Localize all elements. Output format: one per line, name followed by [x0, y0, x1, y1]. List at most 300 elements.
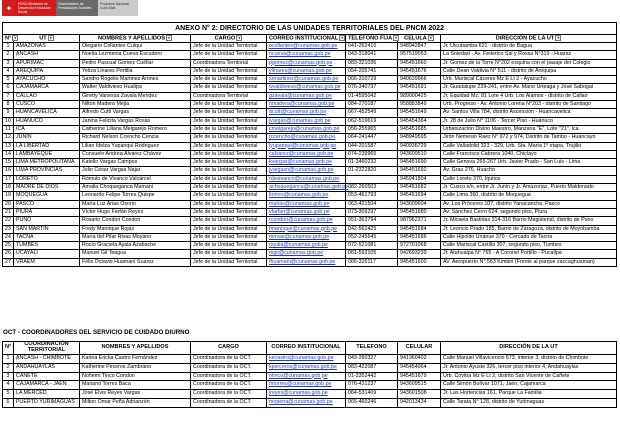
table-cell: 25 — [3, 242, 14, 250]
table-cell: 01-4595042 — [346, 92, 398, 100]
table-cell: Jefe de la Unidad Territorial — [191, 142, 267, 150]
table-row — [3, 92, 617, 100]
table-cell: 945941804 — [398, 175, 441, 183]
table-cell: Sandro Rogelio Martinez Arones — [80, 76, 191, 84]
logo-ministry-text: PERÚ Ministerio de Desarrollo e Inclusión Social — [16, 0, 56, 16]
column-header-telefono — [346, 342, 398, 355]
email-link[interactable]: jvargas@cunamas.gob.pe — [267, 117, 346, 125]
table-cell: Calle Loreto 370, Iquitos — [441, 175, 617, 183]
table-cell: Jefe de la Unidad Territorial — [191, 184, 267, 192]
table-cell: Calle Hipólito Unanue 370 - Cercado de Tacna — [441, 233, 617, 241]
table-cell: Calle Mariscal Castilla 307, segundo piso, Tumbes — [441, 242, 617, 250]
table-cell: UCAYALI — [14, 250, 80, 258]
table-cell: 958883849 — [398, 101, 441, 109]
table-cell: 01-3352442 — [346, 372, 398, 381]
table-cell: 945451649 — [398, 109, 441, 117]
table-cell: Jr. Gomez de la Torre N°202 esquina con el pasaje del Colegio — [441, 59, 617, 67]
email-link[interactable]: mrivas@cunamas.gob.pe — [267, 233, 346, 241]
table-cell: 15 — [3, 159, 14, 167]
table-cell: Jr. Leoncio Prado 185, Barrio de Zaragoza, distrito de Moyobamba — [441, 225, 617, 233]
table-cell: Jr. 28 de Julio N° 1106 - Tercer Piso - Huánuco — [441, 117, 617, 125]
table-cell: 943601508 — [398, 390, 441, 399]
table-cell: PUERTO YURIMAGUAS — [14, 398, 80, 407]
table-cell: 064-241447 — [346, 134, 398, 142]
table-cell: ANCASH — [14, 51, 80, 59]
table-cell: 943609604 — [398, 200, 441, 208]
table-cell: LA LIBERTAD — [14, 142, 80, 150]
email-link[interactable]: acutti@cunamas.gob.pe — [267, 109, 346, 117]
column-header-ut[interactable] — [14, 35, 80, 43]
table-cell: 074-239965 — [346, 150, 398, 158]
table-cell: 942013434 — [398, 398, 441, 407]
table-cell: 052-245645 — [346, 233, 398, 241]
table-row — [3, 398, 617, 407]
table-cell: 064-531409 — [346, 390, 398, 399]
table-cell: 972701068 — [398, 242, 441, 250]
table-cell: Jefe de la Unidad Territorial — [191, 43, 267, 51]
email-link[interactable]: jvargasn@cunamas.gob.pe — [267, 167, 346, 175]
table-cell: 945451660 — [398, 59, 441, 67]
table-cell: Yeliza Linares Portilla — [80, 67, 191, 75]
table-cell: Karina Ericka Castro Fernández — [80, 355, 191, 364]
table-cell: 051-363794 — [346, 217, 398, 225]
column-header-cargo[interactable] — [191, 35, 267, 43]
table-cell: Mariano Torres Baca — [80, 381, 191, 390]
table-cell: 044-201587 — [346, 142, 398, 150]
table-cell: Coordinadora Territorial — [191, 59, 267, 67]
table-cell: LIMA PROVINCIAS — [14, 167, 80, 175]
filter-dropdown-icon[interactable]: ▾ — [236, 35, 242, 41]
table-cell: Coordinadora de la OCT. — [191, 372, 267, 381]
table-cell: Av. Santos Villa 784, distrito Ascensión - Huancavelica — [441, 109, 617, 117]
filter-dropdown-icon[interactable]: ▾ — [393, 35, 399, 41]
table-cell: Noelia Lezmenia Cueva Escudero — [80, 51, 191, 59]
column-header-label: CORREO INSTITUCIONAL — [271, 344, 341, 351]
table-cell: 24 — [3, 233, 14, 241]
table-cell: Jefe de la Unidad Territorial — [191, 233, 267, 241]
table-cell: Lilian Idelza Yupanqui Rodriguez — [80, 142, 191, 150]
table-cell: 076-431237 — [346, 381, 398, 390]
email-link[interactable]: nmadera@cunamas.gob.pe — [267, 101, 346, 109]
column-header-label: NOMBRES Y APELLIDOS — [101, 344, 169, 351]
column-header-direccion-de-la-ut[interactable] — [441, 35, 617, 43]
table-cell: 082-260503 — [346, 184, 398, 192]
table-cell: 14 — [3, 150, 14, 158]
filter-dropdown-icon[interactable]: ▾ — [428, 35, 434, 41]
table-cell: 957519053 — [398, 51, 441, 59]
table-cell: Jr. Micaela Bastidas 314-316 Barrio Magisterial, distrito de Puno — [441, 217, 617, 225]
table-cell: 2 — [3, 51, 14, 59]
table-cell: Jefe de la Unidad Territorial — [191, 134, 267, 142]
column-header-nombres-y-apellidos — [80, 342, 191, 355]
table-cell: 10 — [3, 117, 14, 125]
table-cell: AV. Aeropuerto N° 563 Kimbiri (Frente al parque zaccaghuaman) — [441, 258, 617, 266]
table-cell: Jefe de la Unidad Territorial — [191, 159, 267, 167]
table-cell: 4 — [3, 67, 14, 75]
table-cell: Walter Valdivieso Hualipa — [80, 84, 191, 92]
table-row — [3, 208, 617, 216]
table-cell: Richard Nelson Ccencho Cencia — [80, 134, 191, 142]
table-cell: Fredy Manrique Rojas — [80, 225, 191, 233]
table-cell: SAN MARTIN — [14, 225, 80, 233]
table-cell: Urb. Mariscal Cáceres Mz E Lt 2 - Ayacucho — [441, 76, 617, 84]
email-link[interactable]: rayala@cunamas.gob.pe — [267, 242, 346, 250]
table-row — [3, 159, 617, 167]
table-cell: 945451679 — [398, 372, 441, 381]
table-cell: PASCO — [14, 200, 80, 208]
table-row — [3, 390, 617, 399]
table-cell: 1 — [3, 43, 14, 51]
table-cell: Jefe de la Unidad Territorial — [191, 192, 267, 200]
table-cell: Urbanización Divino Maestro, Manzana "E", Lote "21", Ica — [441, 125, 617, 133]
email-link[interactable]: ylinares@cunamas.gob.pe — [267, 67, 346, 75]
table-cell: 948942847 — [398, 43, 441, 51]
table-cell: 6 — [3, 398, 14, 407]
table-cell: 083-422087 — [346, 363, 398, 372]
table-cell: 5 — [3, 76, 14, 84]
filter-dropdown-icon[interactable]: ▾ — [166, 35, 172, 41]
table-cell: Jefe de la Unidad Territorial — [191, 84, 267, 92]
table-cell: Katello Vargas Campos — [80, 159, 191, 167]
table-cell: AYACUCHO — [14, 76, 80, 84]
table-cell: Jr. Las Hortencias 161, Parque La Familia — [441, 390, 617, 399]
table-cell: 053-461793 — [346, 192, 398, 200]
email-link[interactable]: fmanrique@cunamas.gob.pe — [267, 225, 346, 233]
table-row — [3, 175, 617, 183]
column-header-label: UT — [39, 35, 47, 42]
email-link[interactable]: ocollantes@cunamas.gob.pe — [267, 43, 346, 51]
table-cell: 5 — [3, 390, 14, 399]
table-cell: 6 — [3, 84, 14, 92]
table-cell: Calle Francisco Cabrera 1040, Chiclayo — [441, 150, 617, 158]
email-link[interactable]: jreyes@cunamas.gob.pe — [267, 390, 346, 399]
table-cell: Rosario Condori Condori — [80, 217, 191, 225]
table-cell: Av. Sánchez Cerro 624, segundo piso, Piura — [441, 208, 617, 216]
table-cell: La Soledad - Av. Federico Sal y Rosas N°319 - Huaraz — [441, 51, 617, 59]
email-link[interactable]: wvaldivieso@cunamas.gob.pe — [267, 84, 346, 92]
table-cell: AMAZONAS — [14, 43, 80, 51]
table-row — [3, 355, 617, 364]
table-cell: 9 — [3, 109, 14, 117]
table-cell: 11 — [3, 125, 14, 133]
table-row — [3, 217, 617, 225]
column-header-label: TELEFONO — [356, 344, 387, 351]
table-cell: 948949595 — [398, 134, 441, 142]
table-cell: Av. Grau 276, Huacho — [441, 167, 617, 175]
table-cell: Nilton Madera Mejia — [80, 101, 191, 109]
email-link[interactable]: mopena@cunamas.gob.pe — [267, 398, 346, 407]
table-cell: Jefe de la Unidad Territorial — [191, 76, 267, 84]
table-cell: 12 — [3, 134, 14, 142]
table-cell: PUNO — [14, 217, 80, 225]
table-cell: 2 — [3, 363, 14, 372]
table-cell: LIMA METROPOLITANA — [14, 159, 80, 167]
table-cell: 26 — [3, 250, 14, 258]
column-header-direccion-de-la-ut — [441, 342, 617, 355]
logo-program-text: Programa Nacional Cuna Más — [98, 0, 138, 16]
table-cell: Calle Dean Valdivia N° 511 - distrito de Arequipa — [441, 67, 617, 75]
table-cell: Urb. Progreso - Av. Antonio Lorena N°203 - distrito de Santiago — [441, 101, 617, 109]
table-cell: 945451694 — [398, 192, 441, 200]
column-header-label: TELEFONO FIJA — [348, 35, 393, 42]
table-row — [3, 51, 617, 59]
table-cell: LAMBAYEQUE — [14, 150, 80, 158]
table-cell: 943609510 — [398, 150, 441, 158]
table-cell: Nohemí Tinco Condori — [80, 372, 191, 381]
filter-dropdown-icon[interactable]: ▾ — [555, 35, 561, 41]
table-cell: 943609515 — [398, 381, 441, 390]
table-cell: Calle Genova 265-267 Urb. Javier Prado - San Luis - Lima — [441, 159, 617, 167]
table-cell: Jefe de la Unidad Territorial — [191, 258, 267, 266]
email-link[interactable]: fhuamani@cunamas.gob.pe — [267, 258, 346, 266]
directory-table — [2, 22, 617, 267]
email-link[interactable]: cmelgarejo@cunamas.gob.pe — [267, 125, 346, 133]
table-cell: Víctor Hugo Farfán Reyes — [80, 208, 191, 216]
table-cell: Jr. Utcubamba 621 - distrito de Bagua — [441, 43, 617, 51]
filter-dropdown-icon[interactable]: ▾ — [12, 35, 18, 41]
column-header-label: COORDINACIÓN TERRITORIAL — [24, 341, 69, 353]
email-link[interactable]: kperceros@cunamas.gob.pe — [267, 363, 346, 372]
table-cell: 945451600 — [398, 258, 441, 266]
table-cell: Alfredo Cutti Vargas — [80, 109, 191, 117]
oct-coordinators-table — [2, 341, 617, 408]
table-cell: MADRE DE DIOS — [14, 184, 80, 192]
table-cell: Av. Los Próceres 107, distrito Yanacancha, Pasco — [441, 200, 617, 208]
table-cell: 945451682 — [398, 184, 441, 192]
table-cell: 8 — [3, 101, 14, 109]
column-header-celular — [398, 342, 441, 355]
table-cell: Jefe de la Unidad Territorial — [191, 67, 267, 75]
table-cell: 945451684 — [398, 225, 441, 233]
table-cell: 056-255965 — [346, 125, 398, 133]
table-cell: 065-460246 — [346, 398, 398, 407]
email-link[interactable]: mtorres@cunamas.gob.pe — [267, 381, 346, 390]
email-link[interactable]: calvarez@cunamas.gob.pe — [267, 150, 346, 158]
table-cell: 16 — [3, 167, 14, 175]
table-cell: 945454384 — [398, 117, 441, 125]
table-cell: Catherine Liliana Melgarejo Romero — [80, 125, 191, 133]
table-cell: 073-309297 — [346, 208, 398, 216]
table-cell: 3 — [3, 59, 14, 67]
email-link[interactable]: rcondori@cunamas.gob.pe — [267, 217, 346, 225]
table-cell: AREQUIPA — [14, 67, 80, 75]
table-cell: TUMBES — [14, 242, 80, 250]
table-cell: Jefe de la Unidad Territorial — [191, 150, 267, 158]
table-cell: Leonardo Felipe Torres Quispe — [80, 192, 191, 200]
table-cell: 083-321036 — [346, 59, 398, 67]
table-row — [3, 167, 617, 175]
column-header-cargo — [191, 342, 267, 355]
table-cell: ICA — [14, 125, 80, 133]
table-cell: 941960402 — [398, 355, 441, 364]
table-cell: Coordinadora Territorial — [191, 92, 267, 100]
table-cell: ANDAHUAYLAS — [14, 363, 80, 372]
table-cell: Jefe de la Unidad Territorial — [191, 175, 267, 183]
column-header-label: CARGO — [218, 344, 239, 351]
table-cell: APURIMAC — [14, 59, 80, 67]
table-cell: Jr. Equidad Mz. 81 Lote 4 Urb. Los Alamos - distrito de Callao — [441, 92, 617, 100]
column-header-n[interactable] — [3, 35, 17, 43]
table-cell: 072-521081 — [346, 242, 398, 250]
table-cell: CAÑETE — [14, 372, 80, 381]
table-row — [3, 225, 617, 233]
table-cell: 01-3460232 — [346, 159, 398, 167]
peru-shield-icon: ✦ — [2, 0, 16, 16]
table-row — [3, 76, 617, 84]
table-cell: Jefe de la Unidad Territorial — [191, 117, 267, 125]
table-cell: Jefe de la Unidad Territorial — [191, 125, 267, 133]
table-cell: Pedro Pascual Gomez Cuéllar — [80, 59, 191, 67]
email-link[interactable]: lyupanqui@cunamas.gob.pe — [267, 142, 346, 150]
table-cell: PIURA — [14, 208, 80, 216]
table-cell: Coordinadora de la OCT. — [191, 363, 267, 372]
email-link[interactable]: mgil@cunamas.gob.pe — [267, 250, 346, 258]
column-header-telefono-fija[interactable] — [346, 35, 398, 43]
table-cell: José Elvis Reyes Vargas — [80, 390, 191, 399]
table-cell: Coordinadora de la OCT. — [191, 390, 267, 399]
table-cell: 043-318041 — [346, 51, 398, 59]
table-cell: 01-2322820 — [346, 167, 398, 175]
table-cell: 062-519619 — [346, 117, 398, 125]
table-cell: 987962371 — [398, 217, 441, 225]
table-cell: María Luz Arias Osorio — [80, 200, 191, 208]
table-cell: 945451690 — [398, 159, 441, 167]
table-cell: 945451680 — [398, 208, 441, 216]
table-cell: Coordinadora de la OCT. — [191, 398, 267, 407]
table-row — [3, 142, 617, 150]
table-row — [3, 363, 617, 372]
table-cell: LA MERCED — [14, 390, 80, 399]
table-cell: Jefe de la Unidad Territorial — [191, 250, 267, 258]
table-cell: 940639966 — [398, 76, 441, 84]
table-cell: 054-205741 — [346, 67, 398, 75]
column-header-label: N° — [5, 344, 12, 351]
email-link[interactable]: ntinco@cunamas.gob.pe — [267, 372, 346, 381]
table-cell: 063-421504 — [346, 200, 398, 208]
table-cell: 945451685 — [398, 125, 441, 133]
column-header-label: N° — [5, 35, 12, 42]
table-row — [3, 134, 617, 142]
table-cell: Jefe de la Unidad Territorial — [191, 167, 267, 175]
column-header-label: DIRECCIÓN DE LA UT — [495, 35, 555, 42]
table-cell: 13 — [3, 142, 14, 150]
email-link[interactable]: rccencho@cunamas.gob.pe — [267, 134, 346, 142]
table-row — [3, 150, 617, 158]
table-cell: 945451686 — [398, 233, 441, 241]
table-cell: María del Pilar Rivas Moyano — [80, 233, 191, 241]
table-row — [3, 59, 617, 67]
table-row — [3, 117, 617, 125]
table-row — [3, 184, 617, 192]
table-cell: 3 — [3, 372, 14, 381]
table-cell: HUANUCO — [14, 117, 80, 125]
table-cell: Milton Omar Peña Adrianzén — [80, 398, 191, 407]
oct-header-row — [3, 342, 617, 355]
column-header-celula[interactable] — [398, 35, 441, 43]
table-cell: 4 — [3, 381, 14, 390]
table-row — [3, 372, 617, 381]
table-cell: Manuel Gil Teagua — [80, 250, 191, 258]
table-cell: Jefe de la Unidad Territorial — [191, 51, 267, 59]
email-link[interactable]: achoqueganca@cunamas.gob.pe — [267, 184, 346, 192]
column-header-label: NOMBRES Y APELLIDOS — [97, 35, 166, 42]
filter-dropdown-icon[interactable]: ▾ — [339, 35, 345, 41]
table-cell: Jr. Atahualpa N° 765 - A Coronel Portillo - Pucallpa — [441, 250, 617, 258]
email-link[interactable]: rdevivanco@cunamas.gob.pe — [267, 175, 346, 183]
table-cell: Giretty Vanessa Zavala Mendez — [80, 92, 191, 100]
table-cell: Jefe de la Unidad Territorial — [191, 225, 267, 233]
email-link[interactable]: vfarfan@cunamas.gob.pe — [267, 208, 346, 216]
table-row — [3, 67, 617, 75]
table-cell: 7 — [3, 92, 14, 100]
email-link[interactable]: srmartinez@cunamas.gob.pe — [267, 76, 346, 84]
column-header-correo-institucional[interactable] — [267, 35, 346, 43]
table-cell: Julio César Vargas Najar — [80, 167, 191, 175]
table-cell: Calle Tarata N° 128, distrito de Yurimaguas — [441, 398, 617, 407]
table-cell: Consuelo Andrea Álvarez Chávez — [80, 150, 191, 158]
table-cell: Jr. Antonio Ayuste 326, tercer piso interior 4, Andahuaylas — [441, 363, 617, 372]
email-link[interactable]: ncueva@cunamas.gob.pe — [267, 51, 346, 59]
table-cell: Jr. Cusco s/n, entre Jr. Junín y Jr. Amazonas, Puerto Maldonado — [441, 184, 617, 192]
table-cell: 945451676 — [398, 67, 441, 75]
column-header-n — [3, 342, 14, 355]
filter-dropdown-icon[interactable]: ▾ — [48, 35, 54, 41]
column-header-nombres-y-apellidos[interactable] — [80, 35, 191, 43]
table-cell: 945454964 — [398, 363, 441, 372]
email-link[interactable]: pgomez@cunamas.gob.pe — [267, 59, 346, 67]
table-row — [3, 242, 617, 250]
table-cell: 076-340737 — [346, 84, 398, 92]
table-header-row — [3, 35, 617, 43]
table-cell: 043-260327 — [346, 355, 398, 364]
table-row — [3, 200, 617, 208]
table-cell: Calle Lima 360, distrito de Moquegua — [441, 192, 617, 200]
table-row — [3, 233, 617, 241]
email-link[interactable]: kecastro@cunamas.gob.pe — [267, 355, 346, 364]
table-cell: 23 — [3, 225, 14, 233]
table-cell: 945451692 — [398, 167, 441, 175]
table-cell: Jr. Guadalupe 239-241, entre Av. Mario Urteaga y José Sabogal — [441, 84, 617, 92]
column-header-label: CORREO INSTITUCIONAL — [269, 35, 339, 42]
column-header-label: CARGO — [214, 35, 236, 42]
table-cell: 19 — [3, 192, 14, 200]
table-cell: 067-452549 — [346, 109, 398, 117]
table-cell: LORETO — [14, 175, 80, 183]
email-link[interactable]: kvargas@cunamas.gob.pe — [267, 159, 346, 167]
table-cell: 989000425 — [398, 92, 441, 100]
email-link[interactable]: gzavala@cunamas.gob.pe — [267, 92, 346, 100]
table-cell: CAJAMARCA — [14, 84, 80, 92]
table-cell: 042-562425 — [346, 225, 398, 233]
table-cell: Jefe de la Unidad Territorial — [191, 200, 267, 208]
table-cell: Jefe de la Unidad Territorial — [191, 101, 267, 109]
table-row — [3, 43, 617, 51]
table-cell: CUSCO — [14, 101, 80, 109]
email-link[interactable]: ltorres@cunamas.gob.pe — [267, 192, 346, 200]
table-cell: ANCASH - CHIMBOTE — [14, 355, 80, 364]
table-cell: Jirón Nemesio Raez N° 972 y 974, Distrito de Tambo - Huancayo — [441, 134, 617, 142]
table-cell: Calle Simón Bolívar 1071, Jaén, Cajamarca — [441, 381, 617, 390]
table-row — [3, 258, 617, 266]
table-row — [3, 192, 617, 200]
table-cell: 18 — [3, 184, 14, 192]
table-cell: MOQUEGUA — [14, 192, 80, 200]
column-header-coordinacion-territorial — [14, 342, 80, 355]
table-row — [3, 109, 617, 117]
table-cell: Jefe de la Unidad Territorial — [191, 208, 267, 216]
email-link[interactable]: marias@cunamas.gob.pe — [267, 200, 346, 208]
column-header-label: CELULAR — [405, 344, 433, 351]
